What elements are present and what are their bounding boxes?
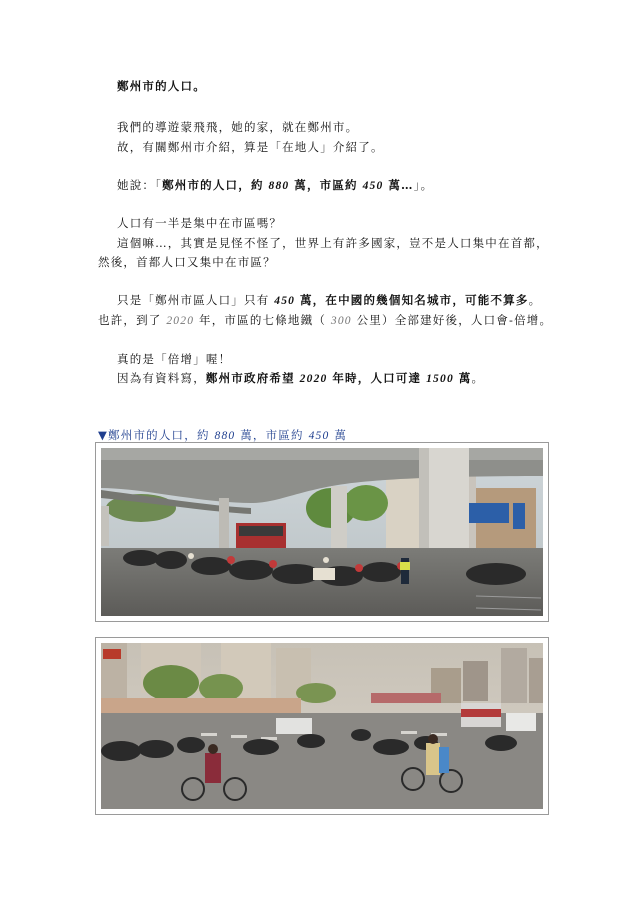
quote-number: 880 — [268, 180, 290, 192]
text-segment: 。 — [528, 293, 542, 307]
intersection-bicycles-photo — [101, 643, 543, 809]
page-heading: 鄭州市的人口。 — [117, 79, 206, 93]
bold-number: 2020 — [299, 373, 328, 385]
caption-text: 萬 — [334, 428, 348, 442]
paragraph-line: 故，有關鄭州市介紹，算是「在地人」介紹了。 — [117, 140, 384, 154]
year-number: 2020 — [166, 315, 195, 327]
quote-number: 450 — [362, 180, 384, 192]
text-segment: 因為有資料寫， — [117, 371, 206, 385]
text-segment: 公里）全部建好後，人口會-倍增。 — [356, 313, 553, 327]
quote-bold-text: 萬… — [388, 178, 414, 192]
bold-text: 年時，人口可達 — [332, 371, 422, 385]
quote-bold-text: 萬，市區約 — [294, 178, 358, 192]
overpass-crowd-photo — [101, 448, 543, 616]
photo-frame-overpass — [95, 442, 549, 622]
text-segment: 只是「鄭州市區人口」只有 — [117, 293, 270, 307]
quote-bold-text: 鄭州市的人口，約 — [162, 178, 264, 192]
quote-open: 她說：「 — [117, 178, 163, 192]
paragraph-line: 人口有一半是集中在市區嗎？ — [117, 216, 283, 230]
paragraph-line — [98, 313, 552, 329]
text-segment: 年，市區的七條地鐵（ — [199, 313, 327, 327]
bold-text: 萬，在中國的幾個知名城市，可能不算多 — [299, 293, 529, 307]
quote-line — [117, 178, 433, 194]
bold-text: 鄭州市政府希望 — [205, 371, 295, 385]
caption-text: 萬，市區約 — [240, 428, 304, 442]
paragraph-line: 真的是「倍增」喔！ — [117, 352, 232, 366]
quote-close: 」。 — [413, 178, 434, 192]
bold-number: 450 — [274, 295, 296, 307]
paragraph-line — [117, 371, 484, 387]
caption-text: 鄭州市的人口，約 — [108, 428, 210, 442]
paragraph-line: 這個嘛…，其實是見怪不怪了，世界上有許多國家，豈不是人口集中在首都， — [117, 236, 549, 250]
caption-number: 450 — [308, 430, 330, 442]
text-segment: 也許，到了 — [98, 313, 162, 327]
paragraph-line: 然後，首都人口又集中在市區？ — [98, 255, 276, 269]
bold-number: 1500 — [426, 373, 454, 385]
caption-number: 880 — [214, 430, 236, 442]
photo-frame-intersection — [95, 637, 549, 815]
paragraph-line — [117, 293, 541, 309]
distance-number: 300 — [330, 315, 352, 327]
text-segment: 。 — [471, 371, 485, 385]
bold-text: 萬 — [458, 371, 472, 385]
paragraph-line: 我們的導遊蒙飛飛，她的家，就在鄭州市。 — [117, 120, 359, 134]
triangle-marker-icon: ▼ — [98, 428, 109, 442]
